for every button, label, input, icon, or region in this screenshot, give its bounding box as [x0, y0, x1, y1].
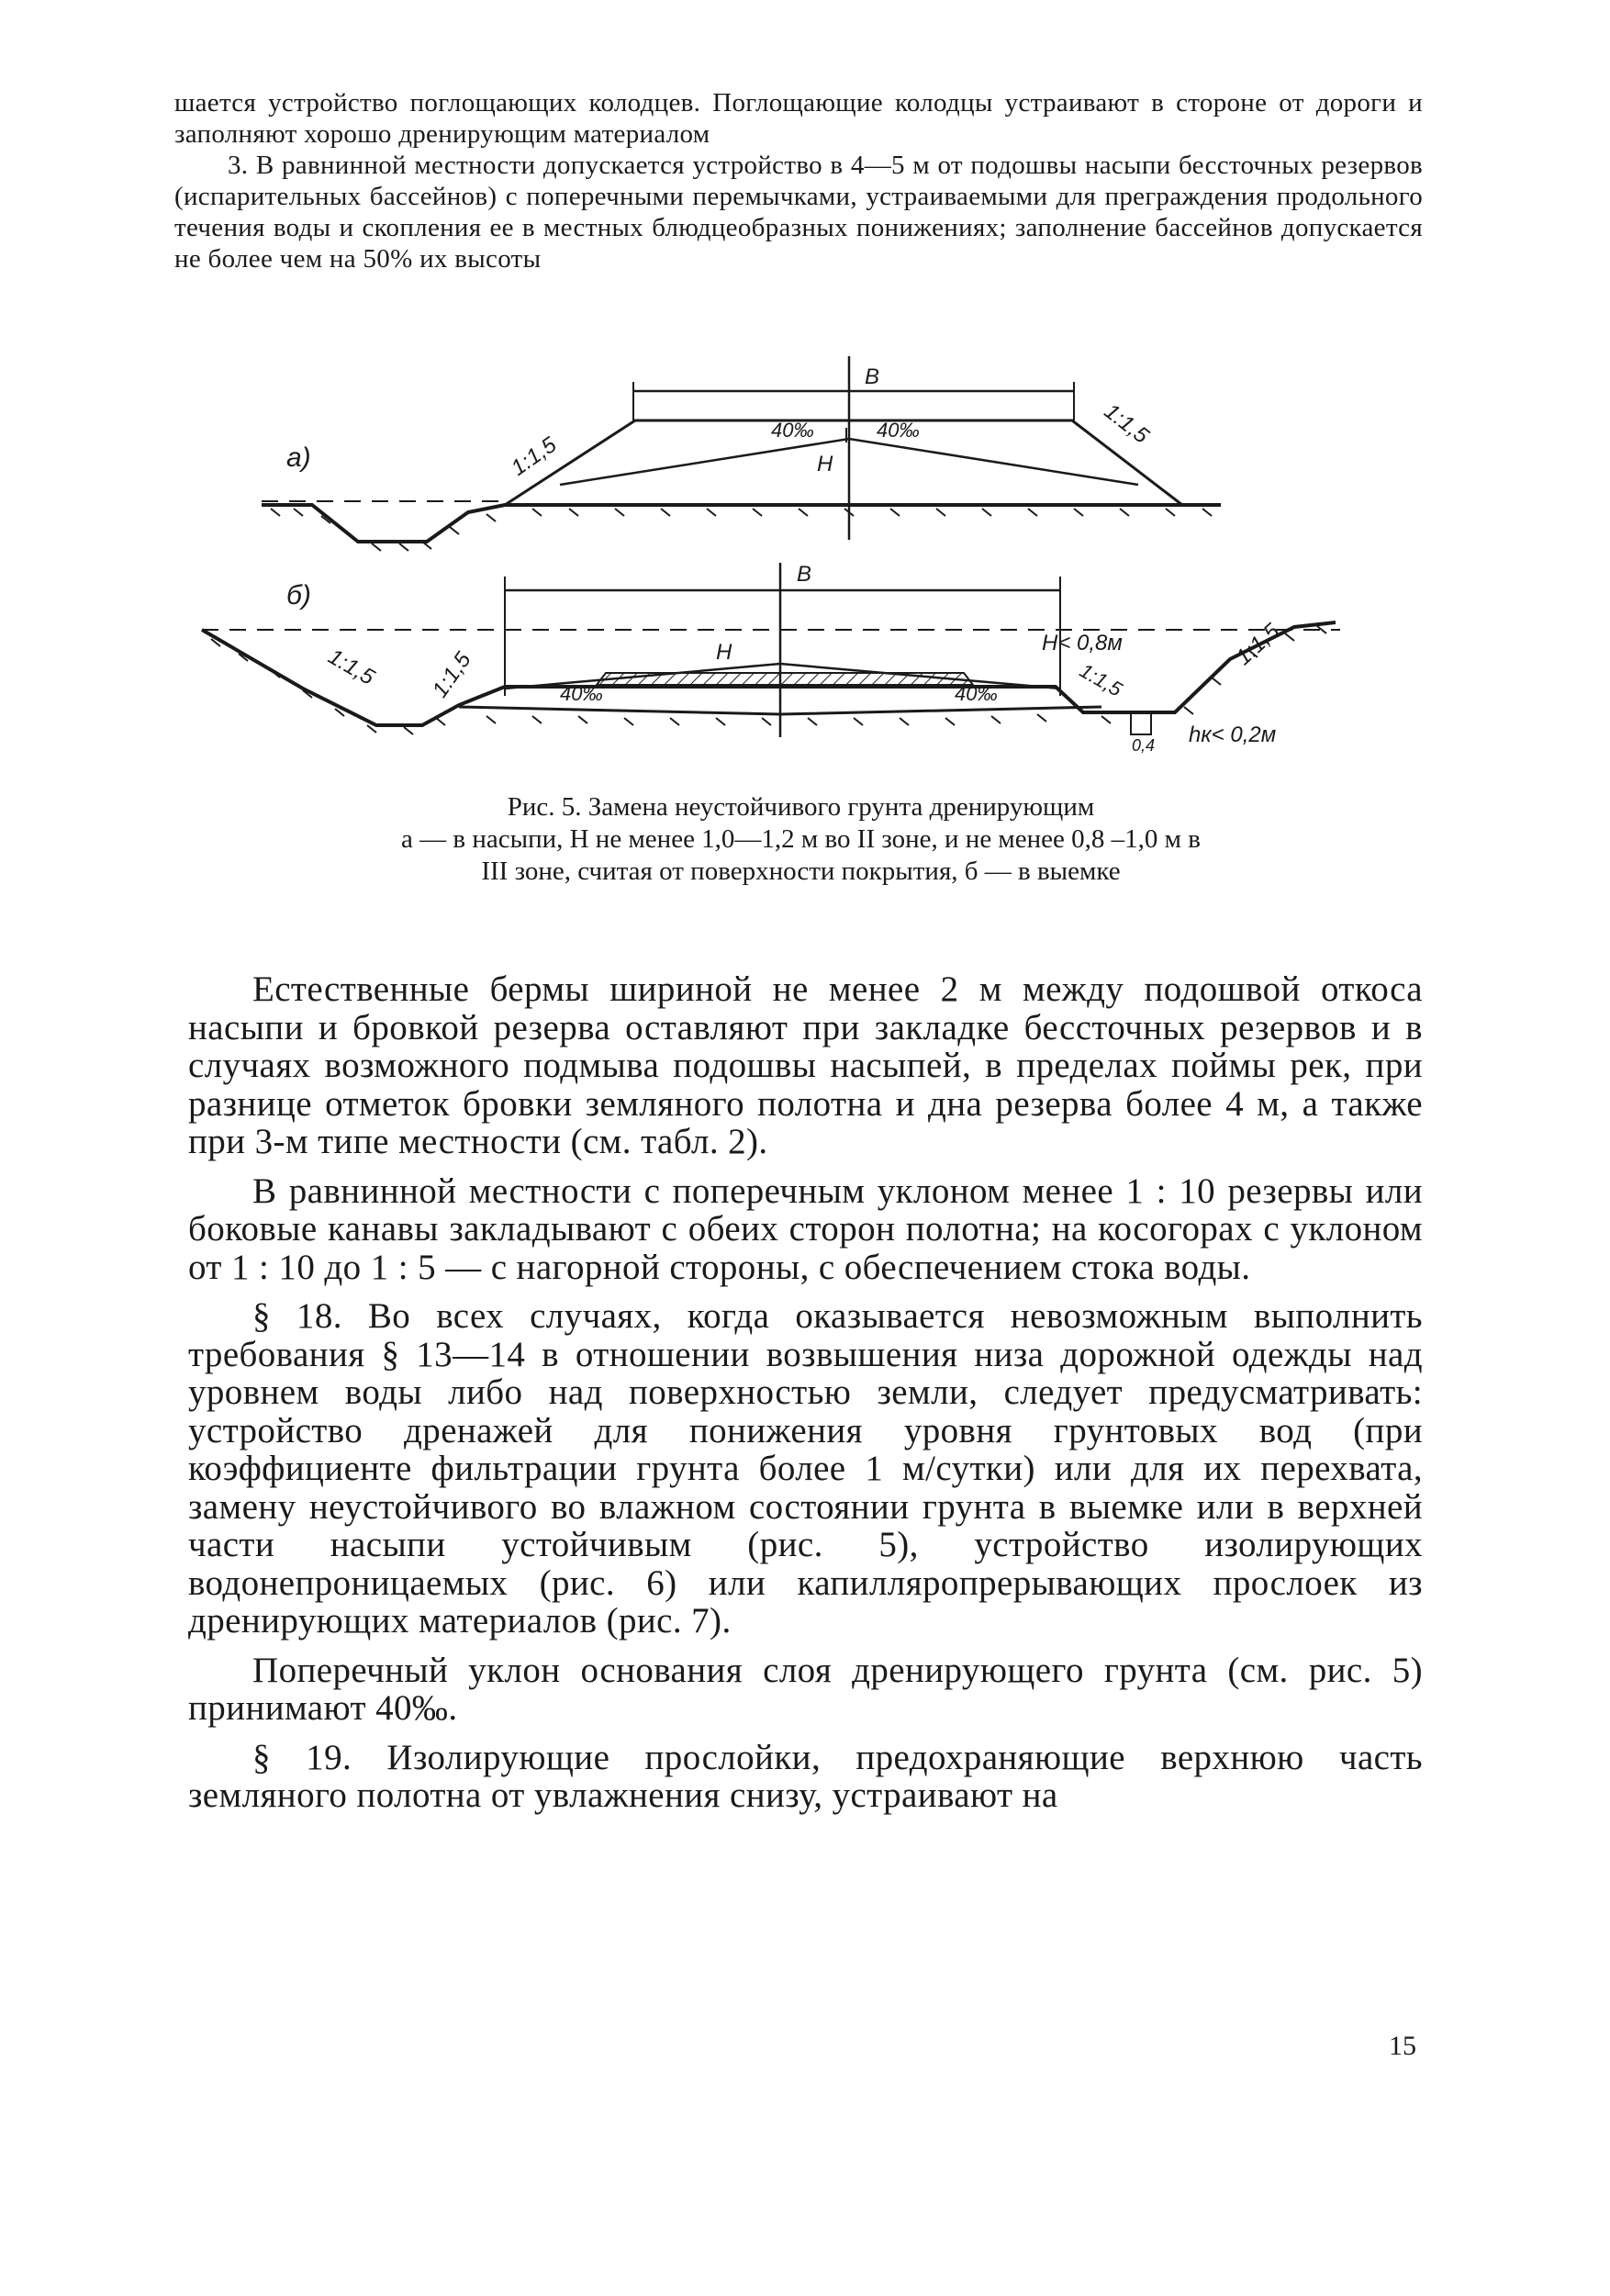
top-text-block: [174, 87, 1423, 274]
ground-hatching-a: [271, 509, 1212, 551]
slope-right-a: 1:1,5: [1099, 398, 1154, 449]
embankment-diagram: [184, 347, 1423, 778]
label-b: б): [286, 580, 311, 610]
slope-right-inner-b: 1:1,5: [1076, 658, 1126, 701]
diagram-b: [202, 562, 1340, 755]
diagram-a: [262, 356, 1221, 551]
note-lower-b: hк< 0,2м: [1189, 722, 1277, 747]
label-a: а): [286, 442, 311, 473]
slope-left-inner-b: 1:1,5: [427, 647, 476, 702]
grade-right-a: 40‰: [877, 419, 920, 442]
grade-left-a: 40‰: [771, 419, 814, 442]
body-paragraph-3: § 18. Во всех случаях, когда оказывается невозможным выполнить требования § 13—14 в отношении возвышения низа дорожной одежды над уровнем воды либо над поверхностью земли, следует предусматривать: устройство дренажей для понижения уровня грунтовых вод (при коэффициенте фильтрации грунта более 1 м/сутки) или для их перехвата, замену неустойчивого во влажном состоянии грунта в выемке или в верхней части насыпи устойчивым (рис. 5), устройство изолирующих водонепроницаемых (рис. 6) или капилляропрерывающих прослоек из дренирующих материалов (рис. 7).: [188, 1296, 1423, 1641]
caption-line-2: а — в насыпи, Н не менее 1,0—1,2 м во II зоне, и не менее 0,8 –1,0 м в: [401, 824, 1201, 854]
figure-caption: [179, 791, 1423, 888]
grade-right-b: 40‰: [955, 682, 998, 705]
width-label-b: В: [797, 562, 812, 587]
pavement-hatched-b: [597, 673, 973, 685]
embankment-outline-a: [505, 420, 1182, 505]
top-paragraph-2: 3. В равнинной местности допускается устройство в 4—5 м от подошвы насыпи бессточных резервов (испарительных бассейнов) с поперечными перемычками, устраиваемыми для преграждения продольного течения воды и скопления ее в местных блюдцеобразных понижениях; заполнение бассейнов допускается не более чем на 50% их высоты: [174, 151, 1423, 274]
ditch-box-b: [1131, 712, 1151, 734]
height-label-b: Н: [716, 640, 732, 665]
slope-left-a: 1:1,5: [507, 432, 562, 481]
body-paragraph-4: Поперечный уклон основания слоя дренирующего грунта (см. рис. 5) принимают 40‰.: [188, 1650, 1423, 1728]
page-number: 15: [1389, 2031, 1416, 2061]
depth-label-b: 0,4: [1132, 736, 1156, 755]
note-upper-b: Н< 0,8м: [1042, 631, 1123, 655]
figure-5: [184, 347, 1423, 778]
width-label-a: В: [865, 364, 880, 389]
slope-left-outer-b: 1:1,5: [323, 644, 379, 690]
height-label-a: Н: [817, 452, 833, 476]
body-text: [188, 970, 1423, 1826]
top-paragraph-1: шается устройство поглощающих колодцев. Поглощающие колодцы устраивают в стороне от дороги и заполняют хорошо дренирующим материалом: [174, 88, 1423, 149]
grade-left-b: 40‰: [560, 682, 603, 705]
body-paragraph-1: Естественные бермы шириной не менее 2 м между подошвой откоса насыпи и бровкой резерва оставляют при закладке бессточных резервов и в случаях возможного подмыва подошвы насыпей, в пределах поймы рек, при разнице отметок бровки земляного полотна и дна резерва более 4 м, а также при 3-м типе местности (см. табл. 2).: [188, 969, 1423, 1161]
caption-line-3: III зоне, считая от поверхности покрытия, б — в выемке: [481, 857, 1121, 886]
slope-right-outer-b: 1:1,5: [1231, 619, 1285, 670]
body-paragraph-2: В равнинной местности с поперечным уклоном менее 1 : 10 резервы или боковые канавы закладывают с обеих сторон полотна; на косогорах с уклоном от 1 : 10 до 1 : 5 — с нагорной стороны, с обеспечением стока воды.: [188, 1170, 1423, 1287]
body-paragraph-5: § 19. Изолирующие прослойки, предохраняющие верхнюю часть земляного полотна от увлажнения снизу, устраивают на: [188, 1737, 1423, 1815]
caption-line-1: Рис. 5. Замена неустойчивого грунта дренирующим: [507, 792, 1095, 822]
